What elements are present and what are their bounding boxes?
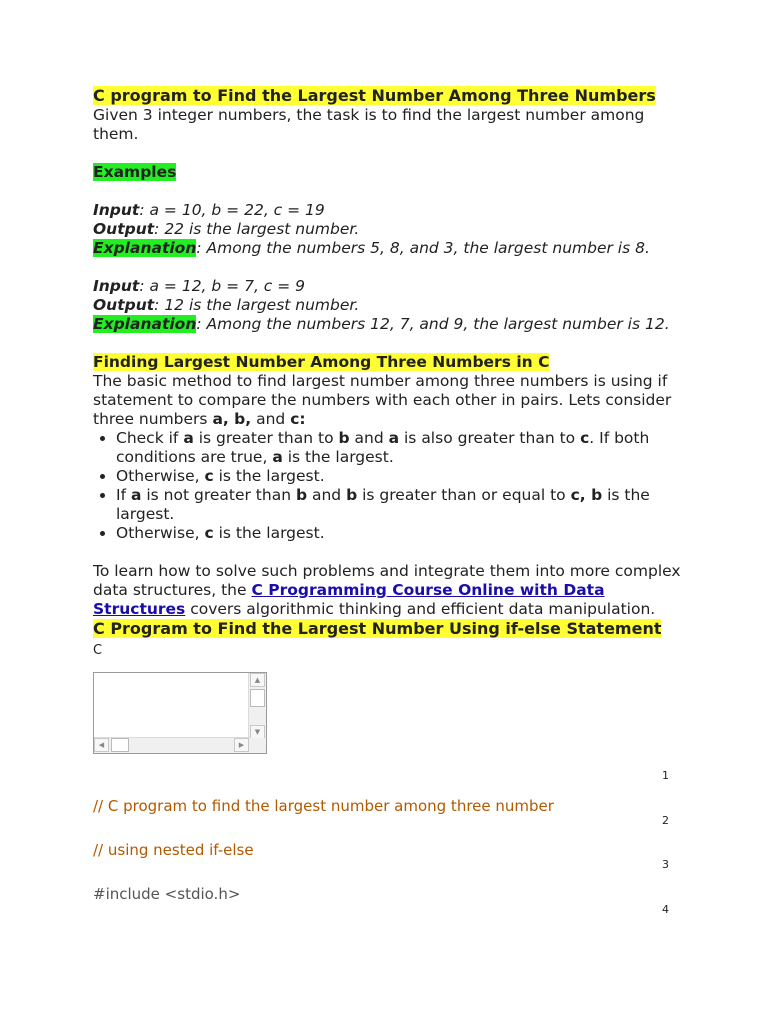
horizontal-scrollbar[interactable] [94,737,250,753]
code-line: // using nested if-else [93,841,254,859]
example-1 [93,201,683,258]
examples-heading: Examples [93,163,177,181]
page-title: C program to Find the Largest Number Among Three Numbers [93,86,656,105]
line-number: 2 [662,814,669,827]
article [93,86,683,660]
example-explanation: Explanation: Among the numbers 12, 7, and 9, the largest number is 12. [93,315,670,333]
code-line: #include <stdio.h> [93,885,241,903]
list-item: • Check if a is greater than to b and a is also greater than to c. If both conditions are true, a is the largest. [116,429,683,467]
list-item: • If a is not greater than b and b is greater than or equal to c, b is the largest. [116,486,683,524]
line-number: 4 [662,903,669,916]
method-list [93,429,683,543]
example-input: Input: a = 10, b = 22, c = 19 [93,201,325,219]
scroll-thumb[interactable] [111,738,129,752]
line-number: 3 [662,858,669,871]
example-2 [93,277,683,334]
section-heading: Finding Largest Number Among Three Numbers in C [93,353,550,371]
example-output: Output: 12 is the largest number. [93,296,360,314]
intro-text: Given 3 integer numbers, the task is to find the largest number among them. [93,106,645,143]
example-output: Output: 22 is the largest number. [93,220,360,238]
method-paragraph: The basic method to find largest number among three numbers is using if statement to compare the numbers with each other in pairs. Lets consider three numbers a, b, and c: [93,372,672,428]
example-explanation: Explanation: Among the numbers 5, 8, and 3, the largest number is 8. [93,239,650,257]
scroll-thumb[interactable] [250,689,265,707]
language-label: C [93,643,103,658]
example-input: Input: a = 12, b = 7, c = 9 [93,277,306,295]
list-item: • Otherwise, c is the largest. [116,467,683,486]
code-textarea[interactable] [93,672,267,754]
code-line: // C program to find the largest number among three number [93,797,554,815]
scroll-down-icon[interactable]: ▼ [250,725,265,739]
scroll-left-icon[interactable]: ◀ [94,738,109,752]
vertical-scrollbar[interactable] [248,673,266,739]
course-paragraph: To learn how to solve such problems and integrate them into more complex data structures, the C Programming Course Online with Data Structures covers algorithmic thinking and efficient data manipulation. [93,562,681,618]
scrollbar-corner [249,738,266,753]
course-link[interactable]: C Programming Course Online with Data Structures [93,581,605,618]
scroll-up-icon[interactable]: ▲ [250,673,265,687]
list-item: • Otherwise, c is the largest. [116,524,683,543]
scroll-right-icon[interactable]: ▶ [234,738,249,752]
code-heading: C Program to Find the Largest Number Using if-else Statement [93,619,662,638]
line-number: 1 [662,769,669,782]
